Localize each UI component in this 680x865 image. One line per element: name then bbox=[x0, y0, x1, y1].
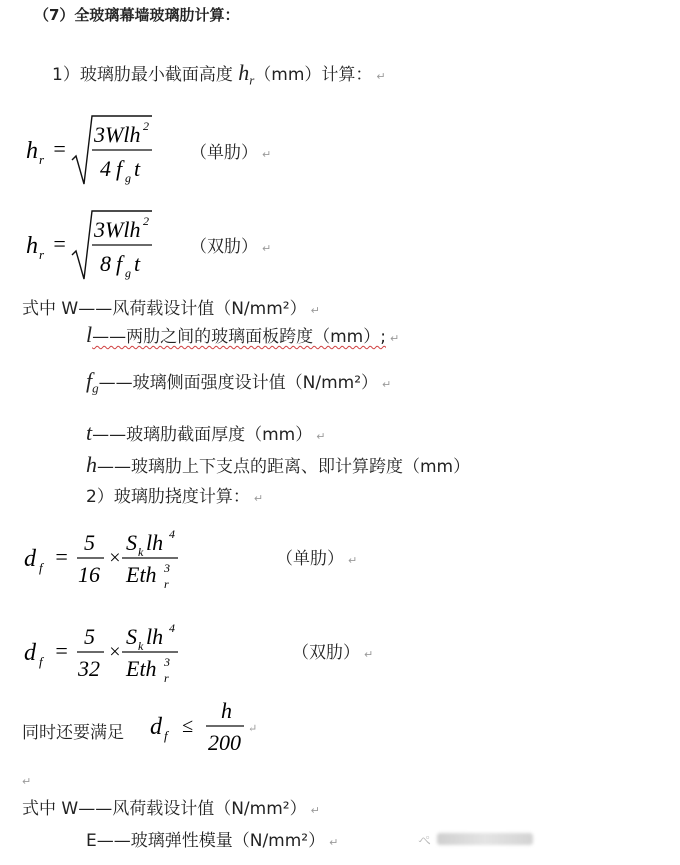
equals-sign: = bbox=[54, 638, 69, 663]
paragraph-mark: ↵ bbox=[376, 70, 386, 83]
def-t-var: t bbox=[86, 420, 93, 445]
empty-paragraph bbox=[22, 770, 31, 789]
section-title bbox=[34, 4, 239, 25]
def-fg-var: f bbox=[86, 368, 93, 393]
hr-num: 3Wlh bbox=[94, 217, 141, 242]
step1-suffix: （mm）计算： bbox=[254, 65, 373, 85]
constraint-formula bbox=[146, 696, 276, 762]
constraint-den: 200 bbox=[208, 730, 241, 755]
paragraph-mark: ↵ bbox=[329, 836, 339, 849]
formula-hr-single bbox=[22, 110, 202, 195]
def-t-text: ——玻璃肋截面厚度（mm） bbox=[92, 425, 313, 445]
def-l-var: l bbox=[86, 322, 93, 347]
constraint-sub: f bbox=[164, 728, 168, 743]
df-num-exp: 4 bbox=[169, 621, 175, 635]
equals-sign: = bbox=[52, 231, 67, 256]
formula-df-single bbox=[22, 522, 222, 594]
step1-var-sub: r bbox=[249, 72, 255, 88]
df-S: S bbox=[126, 624, 137, 649]
hr-den-g: g bbox=[125, 171, 131, 185]
constraint-op: ≤ bbox=[182, 715, 193, 737]
section-title-text: （7）全玻璃幕墙玻璃肋计算： bbox=[34, 6, 240, 24]
paragraph-mark: ↵ bbox=[382, 378, 392, 391]
def-fg-sub: g bbox=[92, 380, 99, 396]
formula-df-double-label bbox=[292, 638, 373, 663]
df-lhs-sub: f bbox=[39, 654, 43, 669]
def2-e-line bbox=[86, 826, 338, 851]
hr-num: 3Wlh bbox=[94, 122, 141, 147]
hr-den-f: f bbox=[116, 251, 123, 276]
df-den-exp: 3 bbox=[164, 561, 170, 575]
df-den: 16 bbox=[78, 562, 100, 587]
df-S: S bbox=[126, 530, 137, 555]
hr-lhs: h bbox=[26, 138, 38, 164]
paragraph-mark: ↵ bbox=[253, 492, 264, 505]
paragraph-mark: ↵ bbox=[262, 148, 272, 161]
formula-df-double-svg bbox=[22, 616, 222, 688]
double-rib-label: （双肋） bbox=[190, 237, 258, 257]
df-den-exp: 3 bbox=[164, 655, 170, 669]
constraint-formula-svg bbox=[146, 696, 276, 762]
constraint-prefix-text: 同时还要满足 bbox=[22, 723, 124, 743]
paragraph-mark: ↵ bbox=[389, 332, 400, 345]
df-k: k bbox=[138, 639, 144, 653]
df-den-E: Eth bbox=[126, 656, 157, 681]
def-h-line bbox=[86, 452, 470, 478]
times-sign: × bbox=[108, 641, 122, 663]
df-num-exp: 4 bbox=[169, 527, 175, 541]
hr-den-g: g bbox=[125, 266, 131, 280]
formula-hr-double-label bbox=[190, 232, 271, 257]
formula-df-double bbox=[22, 616, 222, 688]
step2-text: 2）玻璃肋挠度计算： bbox=[86, 487, 250, 507]
times-sign: × bbox=[108, 547, 122, 569]
df-den: 32 bbox=[78, 656, 100, 681]
single-rib-label: （单肋） bbox=[276, 549, 344, 569]
def-fg-line bbox=[86, 368, 391, 396]
df-k: k bbox=[138, 545, 144, 559]
def2-w-text: 式中 W——风荷载设计值（N/mm²） bbox=[22, 799, 307, 819]
def-h-text: ——玻璃肋上下支点的距离、即计算跨度（mm） bbox=[97, 457, 471, 477]
def2-e-text: E——玻璃弹性模量（N/mm²） bbox=[86, 831, 326, 851]
formula-hr-single-svg bbox=[22, 110, 202, 195]
step2-heading bbox=[86, 482, 263, 507]
df-lhs: d bbox=[24, 546, 36, 572]
step1-prefix: 1）玻璃肋最小截面高度 bbox=[52, 65, 239, 85]
equals-sign: = bbox=[54, 544, 69, 569]
hr-den-coef: 4 bbox=[100, 156, 111, 181]
formula-hr-double bbox=[22, 205, 202, 290]
equals-sign: = bbox=[52, 136, 67, 161]
paragraph-mark: ↵ bbox=[248, 723, 258, 735]
def-w-text: 式中 W——风荷载设计值（N/mm²） bbox=[22, 299, 307, 319]
df-lh: lh bbox=[146, 624, 164, 649]
formula-hr-single-label bbox=[190, 138, 271, 163]
formula-hr-double-svg bbox=[22, 205, 202, 290]
constraint-var: d bbox=[150, 714, 162, 740]
df-den-E: Eth bbox=[126, 562, 157, 587]
def-l-text: ——两肋之间的玻璃面板跨度（mm）; bbox=[92, 327, 386, 347]
df-lh: lh bbox=[146, 530, 164, 555]
hr-lhs-sub: r bbox=[39, 247, 45, 262]
paragraph-mark: ↵ bbox=[262, 242, 272, 255]
step1-heading bbox=[52, 60, 386, 88]
df-lhs: d bbox=[24, 640, 36, 666]
def-w-line bbox=[22, 294, 320, 319]
hr-den-t: t bbox=[134, 156, 141, 181]
hr-den-t: t bbox=[134, 251, 141, 276]
hr-den-f: f bbox=[116, 156, 123, 181]
double-rib-label: （双肋） bbox=[292, 643, 360, 663]
hr-lhs: h bbox=[26, 233, 38, 259]
def-l-line bbox=[86, 322, 399, 348]
hr-lhs-sub: r bbox=[39, 152, 45, 167]
def-fg-text: ——玻璃侧面强度设计值（N/mm²） bbox=[98, 373, 379, 393]
watermark bbox=[418, 824, 558, 854]
paragraph-mark: ↵ bbox=[310, 804, 320, 817]
paragraph-mark: ↵ bbox=[316, 430, 326, 443]
formula-df-single-svg bbox=[22, 522, 222, 594]
constraint-prefix bbox=[22, 718, 124, 743]
watermark-blurred-text bbox=[437, 833, 533, 845]
hr-num-exp: 2 bbox=[143, 119, 149, 133]
paragraph-mark: ↵ bbox=[22, 775, 32, 788]
df-lhs-sub: f bbox=[39, 560, 43, 575]
df-num-coef: 5 bbox=[84, 624, 95, 649]
df-den-sub: r bbox=[164, 577, 169, 591]
single-rib-label: （单肋） bbox=[190, 143, 258, 163]
watermark-logo-icon: ペ bbox=[418, 833, 432, 849]
def-t-line bbox=[86, 420, 325, 446]
step1-var: h bbox=[238, 60, 250, 85]
def-h-var: h bbox=[86, 452, 97, 477]
paragraph-mark: ↵ bbox=[348, 554, 358, 567]
hr-num-exp: 2 bbox=[143, 214, 149, 228]
formula-df-single-label bbox=[276, 544, 357, 569]
hr-den-coef: 8 bbox=[100, 251, 111, 276]
paragraph-mark: ↵ bbox=[364, 648, 374, 661]
constraint-num: h bbox=[221, 698, 232, 723]
paragraph-mark: ↵ bbox=[310, 304, 320, 317]
df-den-sub: r bbox=[164, 671, 169, 685]
def2-w-line bbox=[22, 794, 320, 819]
df-num-coef: 5 bbox=[84, 530, 95, 555]
